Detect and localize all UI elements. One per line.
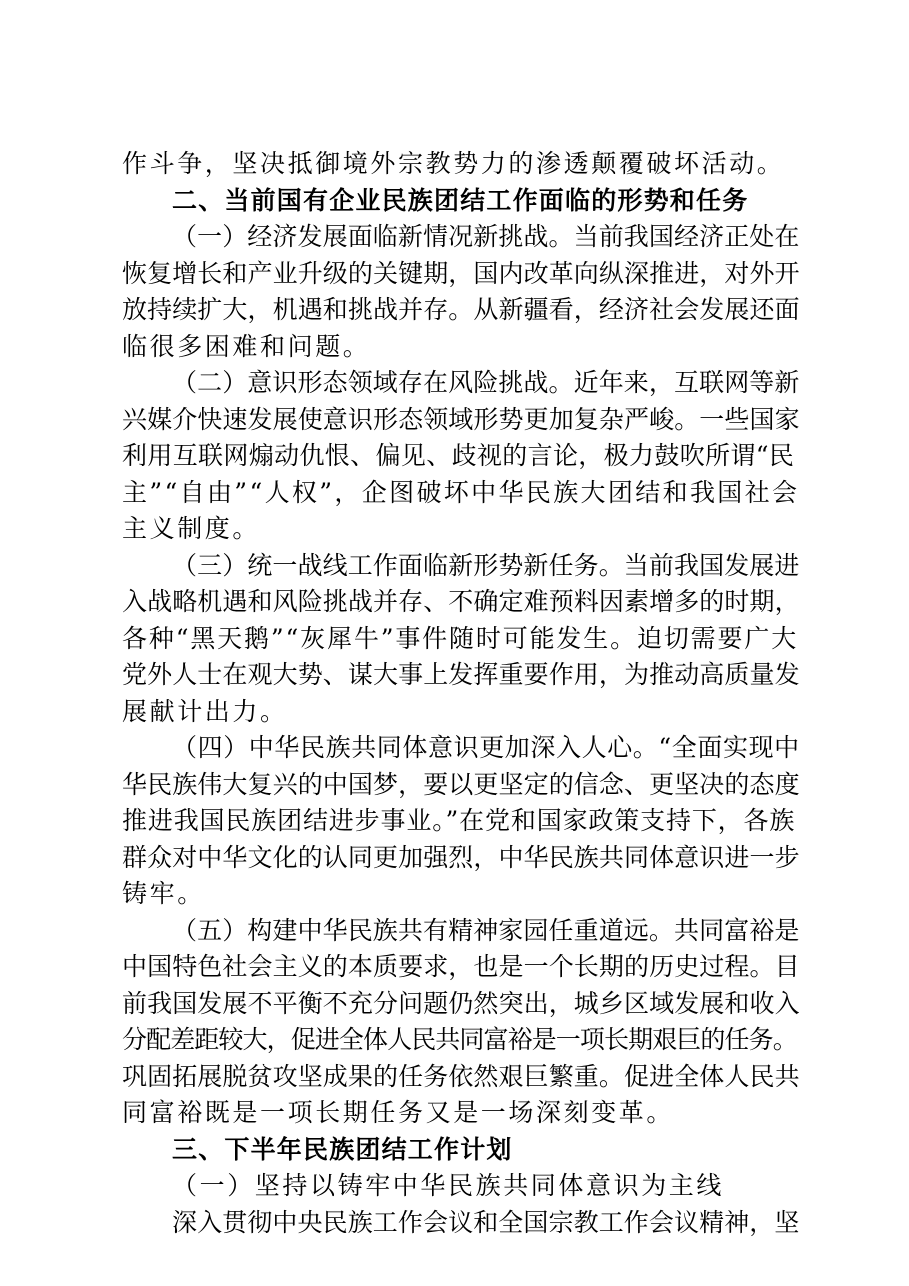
paragraph-line: （三）统一战线工作面临新形势新任务。当前我国发展进 <box>172 551 800 580</box>
paragraph-line: 分配差距较大，促进全体人民共同富裕是一项长期艰巨的任务。 <box>122 1025 797 1054</box>
paragraph-line: 各种“黑天鹅”“灰犀牛”事件随时可能发生。迫切需要广大 <box>122 624 799 653</box>
paragraph-line: 入战略机遇和风险挑战并存、不确定难预料因素增多的时期， <box>122 587 800 616</box>
paragraph-line: 主义制度。 <box>122 514 261 543</box>
paragraph-line: 深入贯彻中央民族工作会议和全国宗教工作会议精神，坚 <box>172 1208 800 1237</box>
paragraph-line: 放持续扩大，机遇和挑战并存。从新疆看，经济社会发展还面 <box>122 295 800 324</box>
paragraph-line: 主”“自由”“人权”，企图破坏中华民族大团结和我国社会 <box>122 478 800 507</box>
paragraph-line: 作斗争，坚决抵御境外宗教势力的渗透颠覆破坏活动。 <box>122 149 785 178</box>
paragraph-line: 展献计出力。 <box>122 697 288 726</box>
paragraph-line: 利用互联网煽动仇恨、偏见、歧视的言论，极力鼓吹所谓“民 <box>122 441 795 470</box>
paragraph-line: 兴媒介快速发展使意识形态领域形势更加复杂严峻。一些国家 <box>122 405 800 434</box>
paragraph-line: 党外人士在观大势、谋大事上发挥重要作用，为推动高质量发 <box>122 660 800 689</box>
paragraph-line: 巩固拓展脱贫攻坚成果的任务依然艰巨繁重。促进全体人民共 <box>122 1062 800 1091</box>
paragraph-line: 华民族伟大复兴的中国梦，要以更坚定的信念、更坚决的态度 <box>122 770 800 799</box>
subsection-heading: （一）坚持以铸牢中华民族共同体意识为主线 <box>172 1171 725 1200</box>
paragraph-line: 中国特色社会主义的本质要求，也是一个长期的历史过程。目 <box>122 952 800 981</box>
paragraph-line: 铸牢。 <box>122 879 205 908</box>
paragraph-line: 前我国发展不平衡不充分问题仍然突出，城乡区域发展和收入 <box>122 989 800 1018</box>
paragraph-line: 临很多困难和问题。 <box>122 332 371 361</box>
paragraph-line: （一）经济发展面临新情况新挑战。当前我国经济正处在 <box>172 222 800 251</box>
paragraph-line: （二）意识形态领域存在风险挑战。近年来，互联网等新 <box>172 368 800 397</box>
section-heading: 三、下半年民族团结工作计划 <box>172 1135 513 1164</box>
section-heading: 二、当前国有企业民族团结工作面临的形势和任务 <box>172 186 749 215</box>
paragraph-line: 群众对中华文化的认同更加强烈，中华民族共同体意识进一步 <box>122 843 800 872</box>
paragraph-line: 恢复增长和产业升级的关键期，国内改革向纵深推进，对外开 <box>122 259 800 288</box>
paragraph-line: 推进我国民族团结进步事业。”在党和国家政策支持下，各族 <box>122 806 796 835</box>
paragraph-line: （四）中华民族共同体意识更加深入人心。“全面实现中 <box>172 733 800 762</box>
paragraph-line: 同富裕既是一项长期任务又是一场深刻变革。 <box>122 1098 675 1127</box>
paragraph-line: （五）构建中华民族共有精神家园任重道远。共同富裕是 <box>172 916 800 945</box>
